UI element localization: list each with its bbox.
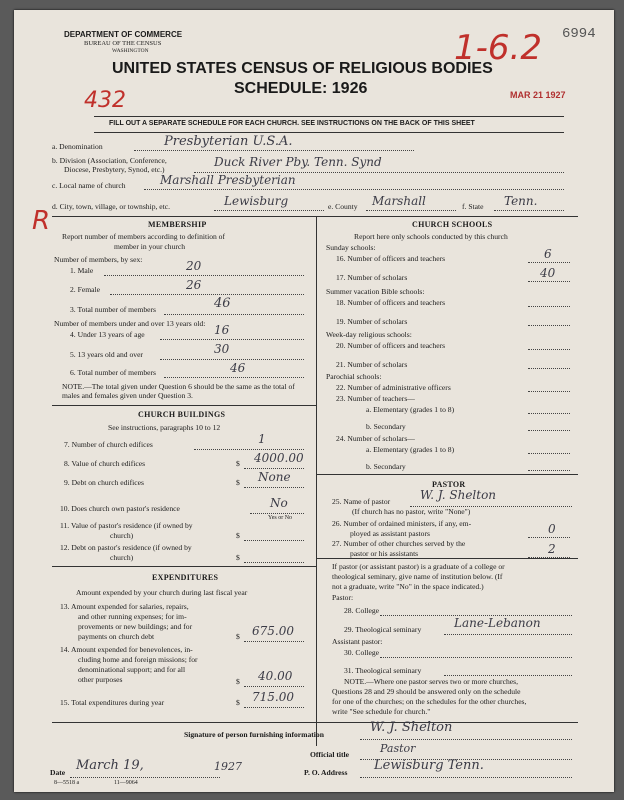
section-rule <box>52 216 578 217</box>
q23b-label: b. Secondary <box>366 422 406 431</box>
q4-under13: 4. Under 13 years of age <box>70 330 145 339</box>
q13-line-1: 13. Amount expended for salaries, repairs, <box>60 602 189 611</box>
red-mark: 1-6.2 <box>454 28 542 68</box>
q3-value: 46 <box>214 296 231 311</box>
local-name-value: Marshall Presbyterian <box>160 173 296 187</box>
q26-value: 0 <box>548 522 556 536</box>
pastor-title: PASTOR <box>432 480 466 489</box>
q8-value: 4000.00 <box>254 451 304 465</box>
q24-label: 24. Number of scholars— <box>336 434 415 443</box>
membership-intro-2: member in your church <box>114 242 186 251</box>
q26-label-2: ployed as assistant pastors <box>350 529 430 538</box>
pastor-note-1: NOTE.—Where one pastor serves two or more churches, <box>344 677 518 686</box>
dept-label: DEPARTMENT OF COMMERCE <box>64 30 183 39</box>
q26-label: 26. Number of ordained ministers, if any, em- <box>332 519 472 528</box>
weekday-schools: Week-day religious schools: <box>326 330 412 339</box>
city-label: WASHINGTON <box>112 48 149 54</box>
pastor-note-4: write "See schedule for church." <box>332 707 431 716</box>
q2-female: 2. Female <box>70 285 100 294</box>
official-title-value: Pastor <box>380 742 416 755</box>
q6-total: 6. Total number of members <box>70 368 157 377</box>
sunday-schools: Sunday schools: <box>326 243 376 252</box>
q19-label: 19. Number of scholars <box>336 317 408 326</box>
q30-label: 30. College <box>344 648 380 657</box>
title-rule <box>94 116 564 117</box>
grad-note-1: If pastor (or assistant pastor) is a graduate of a college or <box>332 562 505 571</box>
form-code: 8—5518 a <box>54 780 80 786</box>
county-value: Marshall <box>372 194 426 208</box>
buildings-title: CHURCH BUILDINGS <box>138 410 226 419</box>
print-code: 11—9064 <box>114 780 138 786</box>
q17-value: 40 <box>540 266 556 280</box>
q6-value: 46 <box>230 361 246 375</box>
q16-value: 6 <box>544 247 552 261</box>
po-address-label: P. O. Address <box>304 768 348 777</box>
census-schedule-sheet <box>14 10 614 792</box>
q13-line-4: payments on church debt <box>78 632 155 641</box>
members-by-sex: Number of members, by sex: <box>54 255 143 264</box>
county-label: e. County <box>328 202 358 211</box>
division-value: Duck River Pby. Tenn. Synd <box>214 155 382 169</box>
grad-note-3: not a graduate, write "No" in the space indicated.) <box>332 582 484 591</box>
q14-line-1: 14. Amount expended for benevolences, in- <box>60 645 193 654</box>
q7-value: 1 <box>258 432 266 446</box>
date-label: Date <box>50 768 66 777</box>
q25-label: 25. Name of pastor <box>332 497 391 506</box>
yes-no-hint: Yes or No <box>268 515 293 521</box>
q4-value: 16 <box>214 323 230 337</box>
denomination-value: Presbyterian U.S.A. <box>164 134 293 149</box>
q9-label: 9. Debt on church edifices <box>64 478 144 487</box>
grad-rule <box>316 558 578 559</box>
schools-sub: Report here only schools conducted by this church <box>354 232 508 241</box>
q27-value: 2 <box>548 542 556 556</box>
division-label-2: Diocese, Presbytery, Synod, etc.) <box>64 165 165 174</box>
date-year: 1927 <box>214 760 242 773</box>
red-number: 432 <box>84 88 126 113</box>
q2-value: 26 <box>186 278 202 292</box>
expenditures-rule <box>52 566 316 567</box>
q22-label: 22. Number of administrative officers <box>336 383 451 392</box>
q12-dollar: $ <box>236 553 240 562</box>
q24a-label: a. Elementary (grades 1 to 8) <box>366 445 455 454</box>
po-address-value: Lewisburg Tenn. <box>374 758 484 773</box>
q23-label: 23. Number of teachers— <box>336 394 415 403</box>
q11-dollar: $ <box>236 531 240 540</box>
q17-label: 17. Number of scholars <box>336 273 408 282</box>
q21-label: 21. Number of scholars <box>336 360 408 369</box>
q29-label: 29. Theological seminary <box>344 625 422 634</box>
q16-label: 16. Number of officers and teachers <box>336 254 446 263</box>
q15-label: 15. Total expenditures during year <box>60 698 165 707</box>
q12-label-2: church) <box>110 553 134 562</box>
q10-label: 10. Does church own pastor's residence <box>60 504 180 513</box>
q5-value: 30 <box>214 342 230 356</box>
signature-label: Signature of person furnishing information <box>184 730 324 739</box>
q8-label: 8. Value of church edifices <box>64 459 146 468</box>
instruction-line: FILL OUT A SEPARATE SCHEDULE FOR EACH CHURCH. SEE INSTRUCTIONS ON THE BACK OF THIS SHEET <box>109 120 475 127</box>
membership-note: NOTE.—The total given under Question 6 should be the same as the total of males and females given under Question 3. <box>62 382 295 400</box>
official-title-label: Official title <box>310 750 350 759</box>
q29-value: Lane-Lebanon <box>454 616 541 630</box>
buildings-rule <box>52 405 316 406</box>
state-value: Tenn. <box>504 194 538 208</box>
q31-label: 31. Theological seminary <box>344 666 422 675</box>
bureau-label: BUREAU OF THE CENSUS <box>84 40 162 47</box>
buildings-sub: See instructions, paragraphs 10 to 12 <box>108 423 221 432</box>
q27-label: 27. Number of other churches served by the <box>332 539 466 548</box>
summer-schools: Summer vacation Bible schools: <box>326 287 425 296</box>
pastor-note-2: Questions 28 and 29 should be answered only on the schedule <box>332 687 521 696</box>
q12-label: 12. Debt on pastor's residence (if owned by <box>60 543 192 552</box>
q23a-label: a. Elementary (grades 1 to 8) <box>366 405 455 414</box>
form-title: UNITED STATES CENSUS OF RELIGIOUS BODIES <box>112 60 493 77</box>
denomination-label: a. Denomination <box>52 142 103 151</box>
q15-dollar: $ <box>236 698 240 707</box>
q1-value: 20 <box>186 259 202 273</box>
q10-value: No <box>270 496 288 510</box>
q14-dollar: $ <box>236 677 240 686</box>
q13-dollar: $ <box>236 632 240 641</box>
q13-line-2: and other running expenses; for im- <box>78 612 187 621</box>
q1-male: 1. Male <box>70 266 94 275</box>
schedule-title: SCHEDULE: 1926 <box>234 80 368 97</box>
q18-label: 18. Number of officers and teachers <box>336 298 446 307</box>
column-divider <box>316 216 317 746</box>
q3-total: 3. Total number of members <box>70 305 157 314</box>
schools-title: CHURCH SCHOOLS <box>412 220 493 229</box>
footer-rule <box>52 722 578 723</box>
title-rule-2 <box>94 132 564 133</box>
q25-hint: (If church has no pastor, write "None") <box>352 507 471 516</box>
q14-value: 40.00 <box>258 669 293 683</box>
q14-line-4: other purposes <box>78 675 123 684</box>
date-value: March 19, <box>76 758 144 773</box>
state-label: f. State <box>462 202 484 211</box>
q11-label-2: church) <box>110 531 134 540</box>
members-by-age: Number of members under and over 13 years old: <box>54 319 206 328</box>
q7-label: 7. Number of church edifices <box>64 440 153 449</box>
q25-value: W. J. Shelton <box>420 488 497 502</box>
q14-line-3: denominational support; and for all <box>78 665 186 674</box>
assistant-pastor-label: Assistant pastor: <box>332 637 383 646</box>
parochial-schools: Parochial schools: <box>326 372 382 381</box>
city-label-d: d. City, town, village, or township, etc. <box>52 202 171 211</box>
q15-value: 715.00 <box>252 690 294 704</box>
margin-mark: R <box>32 206 51 236</box>
q5-over13: 5. 13 years old and over <box>70 350 143 359</box>
membership-title: MEMBERSHIP <box>148 220 207 229</box>
stamp-number: 6994 <box>562 26 596 42</box>
q20-label: 20. Number of officers and teachers <box>336 341 446 350</box>
q13-line-3: provements or new buildings; and for <box>78 622 193 631</box>
q13-value: 675.00 <box>252 624 294 638</box>
membership-intro-1: Report number of members according to definition of <box>62 232 226 241</box>
pastor-sub-label: Pastor: <box>332 593 354 602</box>
q9-value: None <box>258 470 291 484</box>
expenditures-sub: Amount expended by your church during last fiscal year <box>76 588 248 597</box>
q11-label: 11. Value of pastor's residence (if owned by <box>60 521 193 530</box>
pastor-note-3: for one of the churches; on the schedules for the other churches, <box>332 697 527 706</box>
expenditures-title: EXPENDITURES <box>152 573 219 582</box>
city-value: Lewisburg <box>224 194 289 208</box>
received-stamp: MAR 21 1927 <box>510 90 566 100</box>
q28-label: 28. College <box>344 606 380 615</box>
local-name-label: c. Local name of church <box>52 181 126 190</box>
q9-dollar: $ <box>236 478 240 487</box>
q8-dollar: $ <box>236 459 240 468</box>
pastor-rule <box>316 474 578 475</box>
q24b-label: b. Secondary <box>366 462 406 471</box>
q14-line-2: cluding home and foreign missions; for <box>78 655 198 664</box>
signature-value: W. J. Shelton <box>370 720 453 735</box>
q27-label-2: pastor or his assistants <box>350 549 419 558</box>
division-label: b. Division (Association, Conference, <box>52 156 167 165</box>
grad-note-2: theological seminary, give name of institution below. (If <box>332 572 503 581</box>
